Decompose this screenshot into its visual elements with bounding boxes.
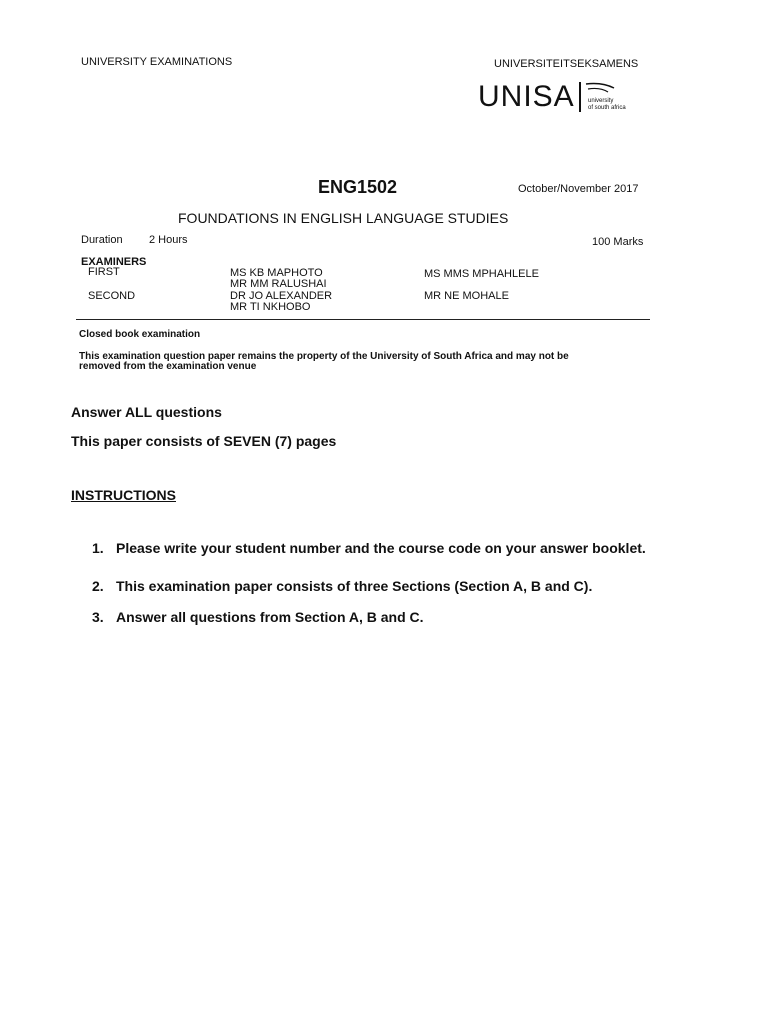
- property-note-line1: This examination question paper remains the property of the University of South Africa and may not be: [79, 351, 569, 362]
- exam-session: October/November 2017: [518, 183, 639, 195]
- first-examiner-2: MR MM RALUSHAI: [230, 278, 327, 290]
- instruction-item-1: [92, 540, 652, 576]
- header-right-label: UNIVERSITEITSEKSAMENS: [494, 58, 639, 70]
- instruction-text: This examination paper consists of three Sections (Section A, B and C).: [116, 578, 593, 594]
- course-code: ENG1502: [318, 177, 398, 197]
- unisa-logo-wordmark: UNISA: [478, 80, 575, 113]
- second-examiner-2: MR TI NKHOBO: [230, 301, 311, 313]
- total-marks: 100 Marks: [592, 236, 644, 248]
- instruction-number: 3.: [92, 609, 104, 625]
- examiners-first-label: FIRST: [88, 266, 120, 278]
- divider-rule: [76, 319, 650, 320]
- unisa-logo-emblem: [578, 80, 638, 114]
- logo-small-text-2: of south africa: [588, 105, 626, 111]
- duration-value: 2 Hours: [149, 234, 188, 246]
- header-left-label: UNIVERSITY EXAMINATIONS: [81, 56, 233, 68]
- course-title: FOUNDATIONS IN ENGLISH LANGUAGE STUDIES: [178, 210, 509, 226]
- page-count-note: This paper consists of SEVEN (7) pages: [71, 433, 337, 449]
- instruction-number: 1.: [92, 540, 104, 556]
- instruction-text: Answer all questions from Section A, B and C.: [116, 609, 424, 625]
- property-note-line2: removed from the examination venue: [79, 361, 257, 372]
- examiners-second-label: SECOND: [88, 290, 136, 302]
- first-examiner-1: MS KB MAPHOTO: [230, 267, 323, 279]
- closed-book-note: Closed book examination: [79, 329, 201, 340]
- instruction-number: 2.: [92, 578, 104, 594]
- logo-small-text-1: university: [588, 98, 614, 104]
- examiners-heading: EXAMINERS: [81, 256, 147, 268]
- instruction-text: Please write your student number and the course code on your answer booklet.: [116, 540, 646, 556]
- first-examiner-3: MS MMS MPHAHLELE: [424, 268, 539, 280]
- answer-all-heading: Answer ALL questions: [71, 404, 222, 420]
- instruction-item-3: [92, 609, 652, 627]
- second-examiner-3: MR NE MOHALE: [424, 290, 509, 302]
- duration-label: Duration: [81, 234, 123, 246]
- instructions-heading: INSTRUCTIONS: [71, 487, 176, 503]
- instruction-item-2: [92, 578, 652, 596]
- second-examiner-1: DR JO ALEXANDER: [230, 290, 333, 302]
